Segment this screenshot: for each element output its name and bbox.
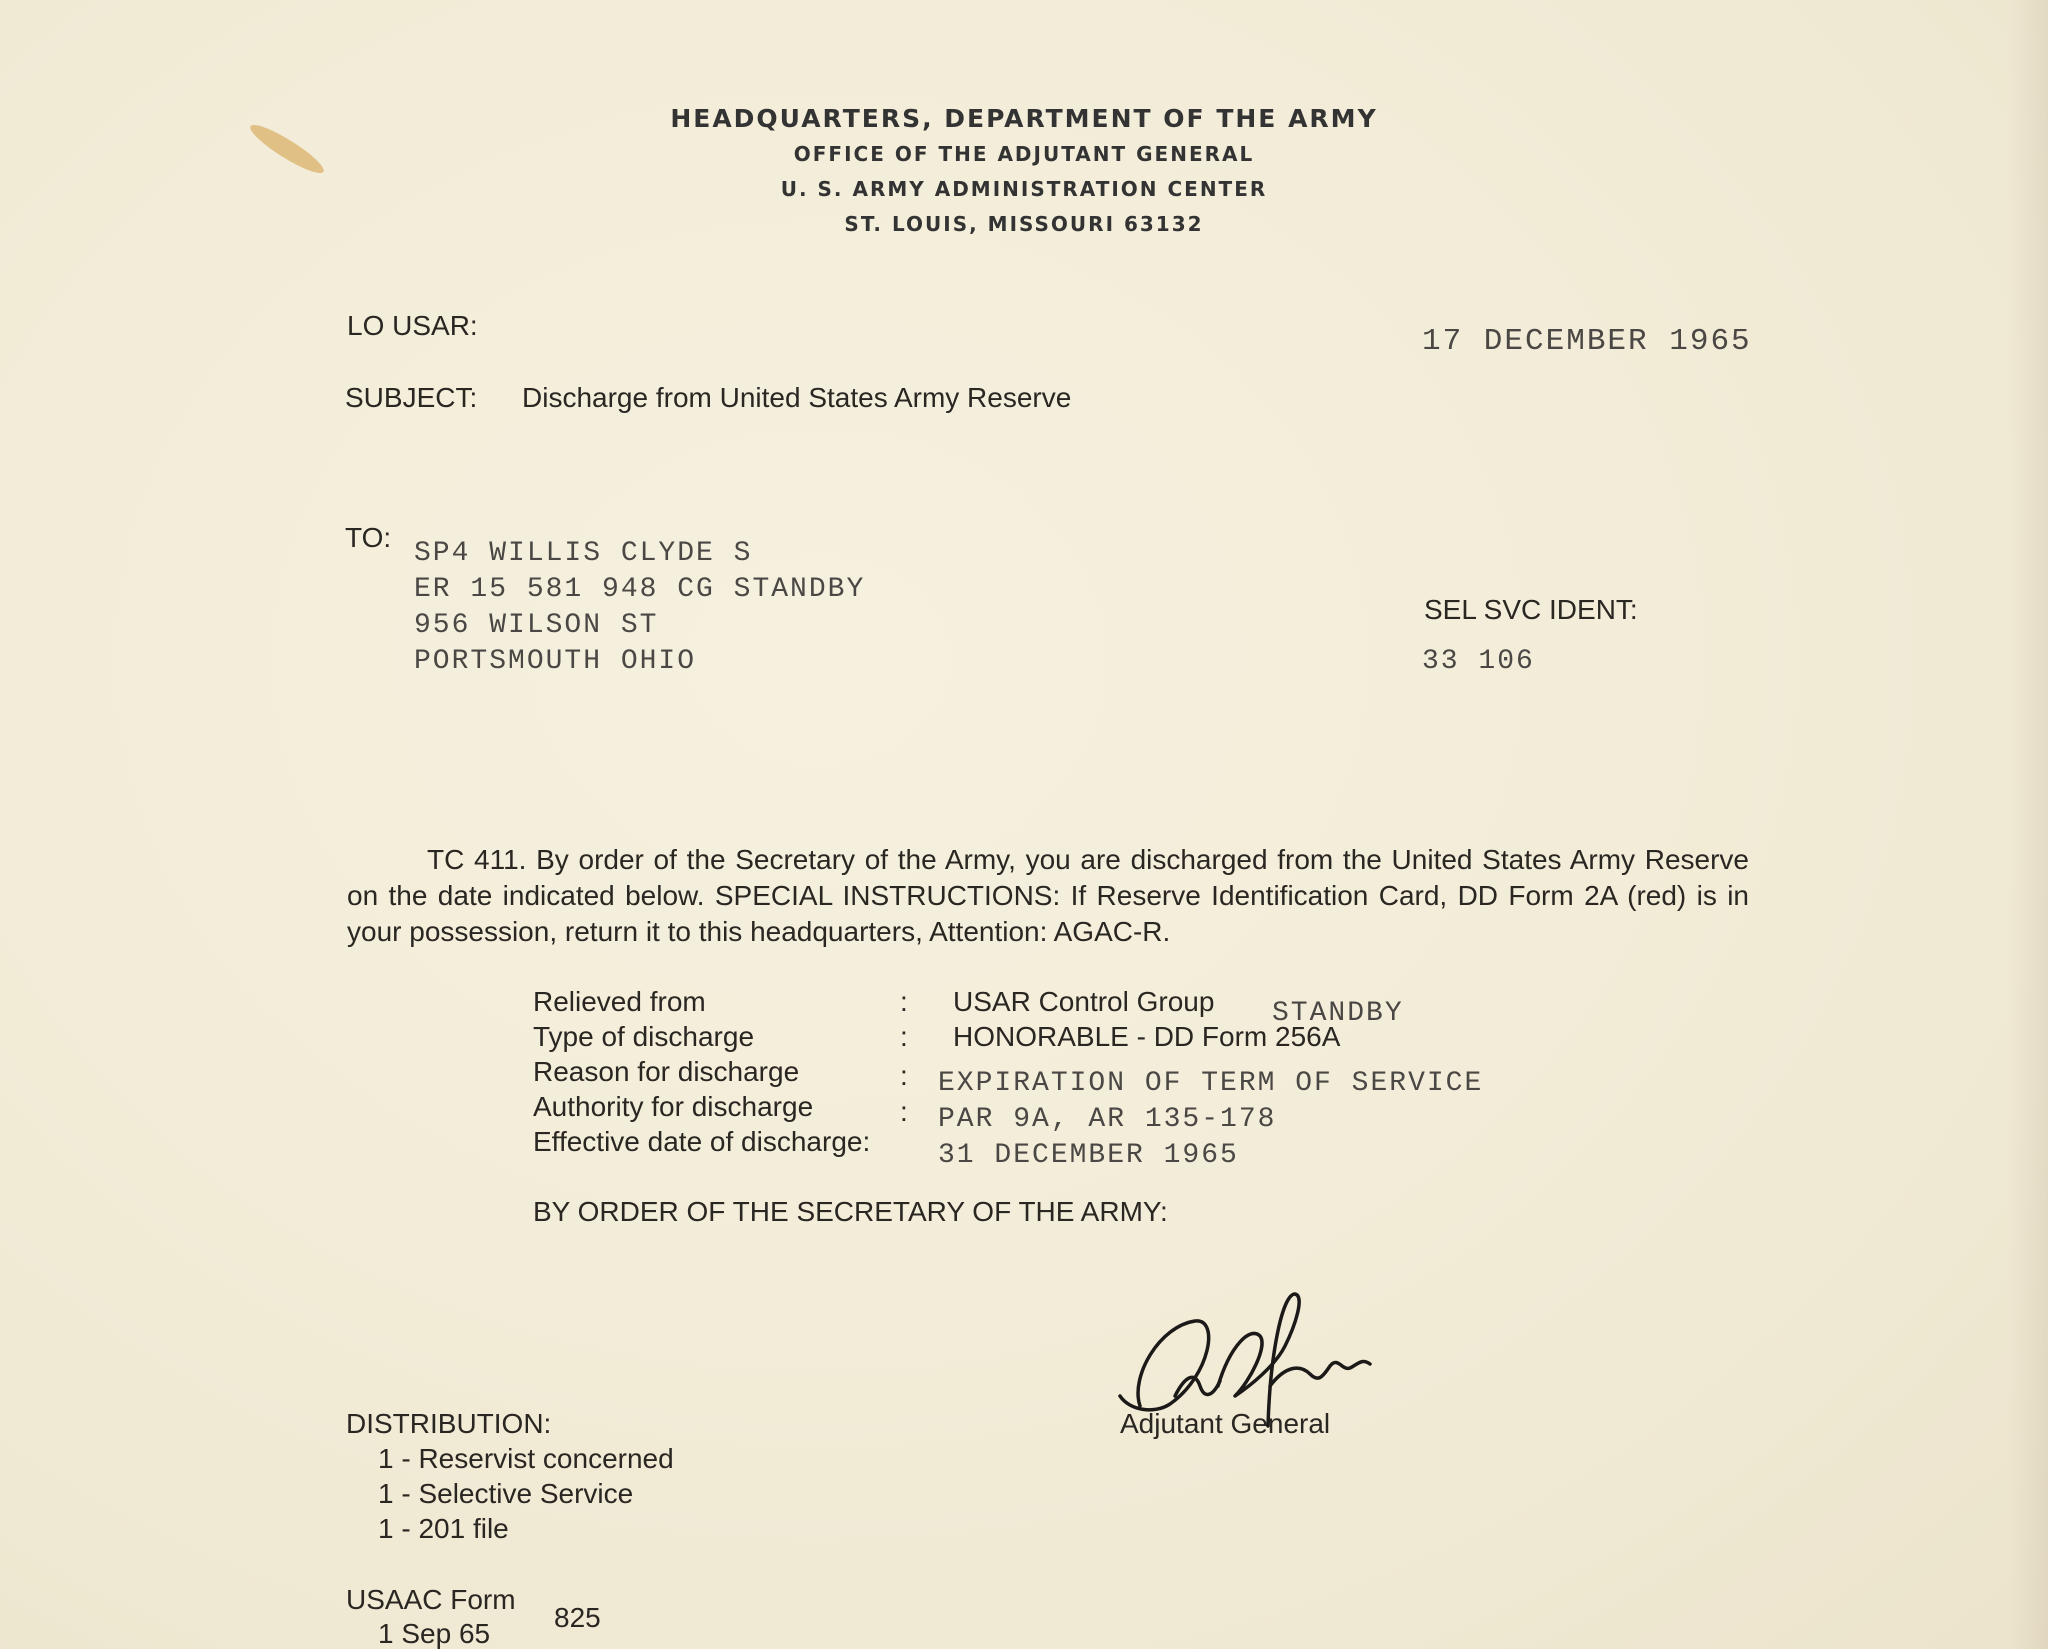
subject-label: SUBJECT: — [345, 382, 478, 413]
order-paragraph — [347, 842, 1749, 950]
field-sep-relieved-from: : — [900, 986, 908, 1017]
order-paragraph-text: TC 411. By order of the Secretary of the Army, you are discharged from the United States Army Reserve on the date indicated below. SPECIAL INSTRUCTIONS: If Reserve Identification Card, DD Form 2A (red) is in your possession, return it to this headquarters, Attention: AGAC-R. — [347, 844, 1749, 947]
field-label-relieved-from: Relieved from — [533, 986, 706, 1017]
address-line-street: 956 WILSON ST — [414, 610, 659, 641]
field-label-authority: Authority for discharge — [533, 1091, 814, 1122]
letterhead-line-3: U. S. ARMY ADMINISTRATION CENTER — [780, 177, 1268, 201]
address-line-name: SP4 WILLIS CLYDE S — [414, 538, 753, 569]
to-label: TO: — [345, 522, 392, 553]
address-line-service-number: ER 15 581 948 CG STANDBY — [414, 574, 866, 605]
field-typed-relieved-from: STANDBY — [1272, 998, 1404, 1029]
field-sep-type-of-discharge: : — [900, 1021, 908, 1052]
sel-svc-label: SEL SVC IDENT: — [1424, 594, 1638, 625]
letter-date: 17 DECEMBER 1965 — [1422, 324, 1752, 359]
signature-title: Adjutant General — [1120, 1408, 1331, 1439]
distribution-item: 1 - Reservist concerned — [378, 1443, 674, 1474]
distribution-label: DISTRIBUTION: — [346, 1408, 552, 1439]
form-number: 825 — [554, 1602, 601, 1633]
lo-usar-label: LO USAR: — [347, 310, 478, 341]
by-order-line: BY ORDER OF THE SECRETARY OF THE ARMY: — [533, 1196, 1168, 1227]
subject-text: Discharge from United States Army Reserve — [522, 382, 1072, 413]
address-line-city: PORTSMOUTH OHIO — [414, 646, 697, 677]
field-sep-reason: : — [900, 1060, 908, 1091]
page-edge-shadow — [2008, 0, 2048, 1649]
field-value-type-of-discharge: HONORABLE - DD Form 256A — [953, 1021, 1341, 1052]
field-typed-authority: PAR 9A, AR 135-178 — [938, 1104, 1277, 1135]
field-label-type-of-discharge: Type of discharge — [533, 1021, 755, 1052]
letterhead-line-4: ST. LOUIS, MISSOURI 63132 — [844, 212, 1204, 236]
field-value-relieved-from: USAR Control Group — [953, 986, 1215, 1017]
field-label-effective-date: Effective date of discharge: — [533, 1126, 871, 1157]
form-name: USAAC Form — [346, 1584, 516, 1615]
field-typed-effective-date: 31 DECEMBER 1965 — [938, 1140, 1239, 1171]
letterhead-line-1: HEADQUARTERS, DEPARTMENT OF THE ARMY — [670, 104, 1378, 133]
field-typed-reason: EXPIRATION OF TERM OF SERVICE — [938, 1068, 1484, 1099]
field-sep-authority: : — [900, 1096, 908, 1127]
distribution-item: 1 - 201 file — [378, 1513, 509, 1544]
form-date: 1 Sep 65 — [378, 1618, 491, 1649]
sel-svc-value: 33 106 — [1422, 646, 1535, 677]
field-label-reason: Reason for discharge — [533, 1056, 800, 1087]
letterhead-line-2: OFFICE OF THE ADJUTANT GENERAL — [793, 142, 1255, 166]
distribution-item: 1 - Selective Service — [378, 1478, 634, 1509]
